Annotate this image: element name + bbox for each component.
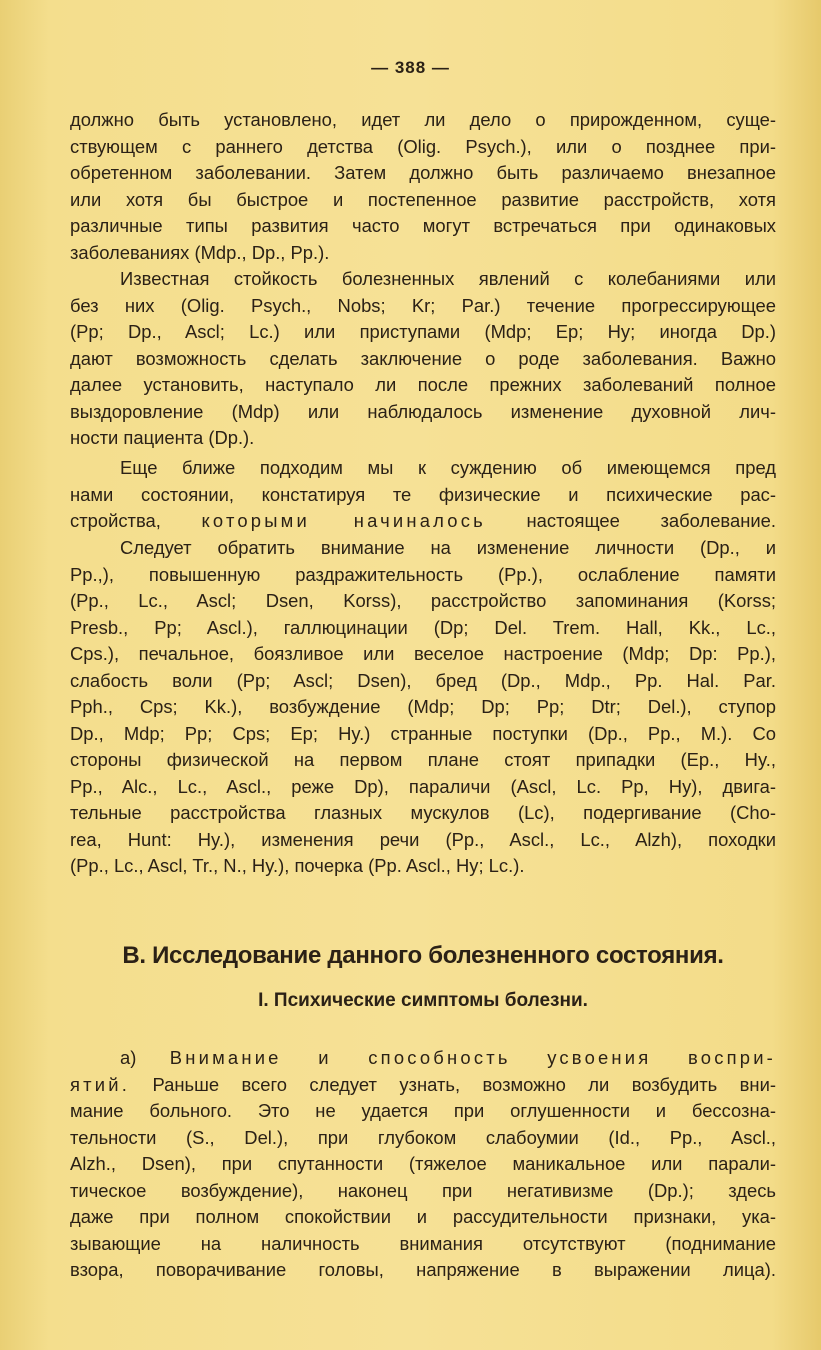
text-line: тельные расстройства глазных мускулов (Lc), подергивание (Cho- [70,802,776,823]
text-line: мание больного. Это не удается при оглушенности и бессозна- [70,1100,776,1121]
paragraph-course [70,266,776,452]
text-line: выздоровление (Mdp) или наблюдалось изменение духовной лич- [70,400,776,422]
text-line: Pph., Cps; Kk.), возбуждение (Mdp; Dp; Pp; Dtr; Del.), ступор [70,696,776,717]
text-line: даже при полном спокойствии и рассудительности признаки, ука- [70,1206,776,1227]
text-line: нами состоянии, констатируя те физические и психические рас- [70,483,776,505]
text-line: должно быть установлено, идет ли дело о прирожденном, суще- [70,109,776,130]
text-line: ствующем с раннего детства (Olig. Psych.), или о позднее при- [70,135,776,157]
text-line [70,1045,776,1072]
text-line: Pp., Alc., Lc., Ascl., реже Dp), параличи (Ascl, Lc. Pp, Hy), двига- [70,775,776,797]
list-marker: а) [120,1047,137,1068]
text-line: Presb., Pp; Ascl.), галлюцинации (Dp; Del. Trem. Hall, Kk., Lc., [70,616,776,638]
text-line: Известная стойкость болезненных явлений с колебаниями или [120,268,776,289]
text-line: Следует обратить внимание на изменение личности (Dp., и [120,537,776,558]
text-line: Pp.,), повышенную раздражительность (Pp.), ослабление памяти [70,563,776,585]
spaced-emphasis: которыми начиналось [201,510,486,531]
text-line: Dp., Mdp; Pp; Cps; Ep; Hy.) странные поступки (Dp., Pp., M.). Со [70,722,776,744]
text-line: далее установить, наступало ли после прежних заболеваний полное [70,374,776,395]
text-fragment: стройства, [70,510,161,531]
section-heading: В. Исследование данного болезненного состояния. [122,942,724,969]
text-line: (Pp., Lc., Ascl, Tr., N., Hy.), почерка (Pp. Ascl., Hy; Lc.). [70,855,525,876]
text-line: тическое возбуждение), наконец при негативизме (Dp.); здесь [70,1179,776,1201]
paragraph-origin [70,107,776,266]
spaced-emphasis: Внимание и способность усвоения воспри- [169,1047,776,1068]
text-fragment: настоящее заболевание. [526,510,776,531]
text-line: различные типы развития часто могут встречаться при одинаковых [70,215,776,236]
page-number: — 388 — [371,58,450,77]
text-line: взора, поворачивание головы, напряжение в выражении лица). [70,1259,776,1280]
text-line: ности пациента (Dp.). [70,427,255,448]
text-line [70,1072,776,1099]
text-line [70,508,776,535]
text-line: Еще ближе подходим мы к суждению об имеющемся пред [120,457,776,478]
text-line: дают возможность сделать заключение о роде заболевания. Важно [70,347,776,369]
text-line: или хотя бы быстрое и постепенное развитие расстройств, хотя [70,188,776,210]
text-line: Cps.), печальное, боязливое или веселое настроение (Mdp; Dp: Pp.), [70,643,776,664]
paragraph-attention [70,1045,776,1284]
text-line: зывающие на наличность внимания отсутствуют (поднимание [70,1232,776,1254]
spaced-emphasis: ятий. [70,1073,131,1095]
paragraph-symptoms [70,535,776,880]
text-line: тельности (S., Del.), при глубоком слабоумии (Id., Pp., Ascl., [70,1126,776,1148]
text-line: rea, Hunt: Hy.), изменения речи (Pp., Ascl., Lc., Alzh), походки [70,828,776,850]
text-fragment: Раньше всего следует узнать, возможно ли возбудить вни- [152,1073,776,1095]
paragraph-onset [70,455,776,535]
text-line: (Pp; Dp., Ascl; Lc.) или приступами (Mdp; Ep; Hy; иногда Dp.) [70,321,776,342]
text-line: без них (Olig. Psych., Nobs; Kr; Par.) течение прогрессирующее [70,294,776,316]
text-line: заболеваниях (Mdp., Dp., Pp.). [70,241,330,263]
text-line: Alzh., Dsen), при спутанности (тяжелое маникальное или парали- [70,1153,776,1174]
subsection-heading: I. Психические симптомы болезни. [258,990,588,1011]
text-line: обретенном заболевании. Затем должно быть различаемо внезапное [70,162,776,183]
text-line: стороны физической на первом плане стоят припадки (Ep., Hy., [70,749,776,770]
text-line: (Pp., Lc., Ascl; Dsen, Korss), расстройство запоминания (Korss; [70,590,776,611]
text-line: слабость воли (Pp; Ascl; Dsen), бред (Dp., Mdp., Pp. Hal. Par. [70,669,776,691]
